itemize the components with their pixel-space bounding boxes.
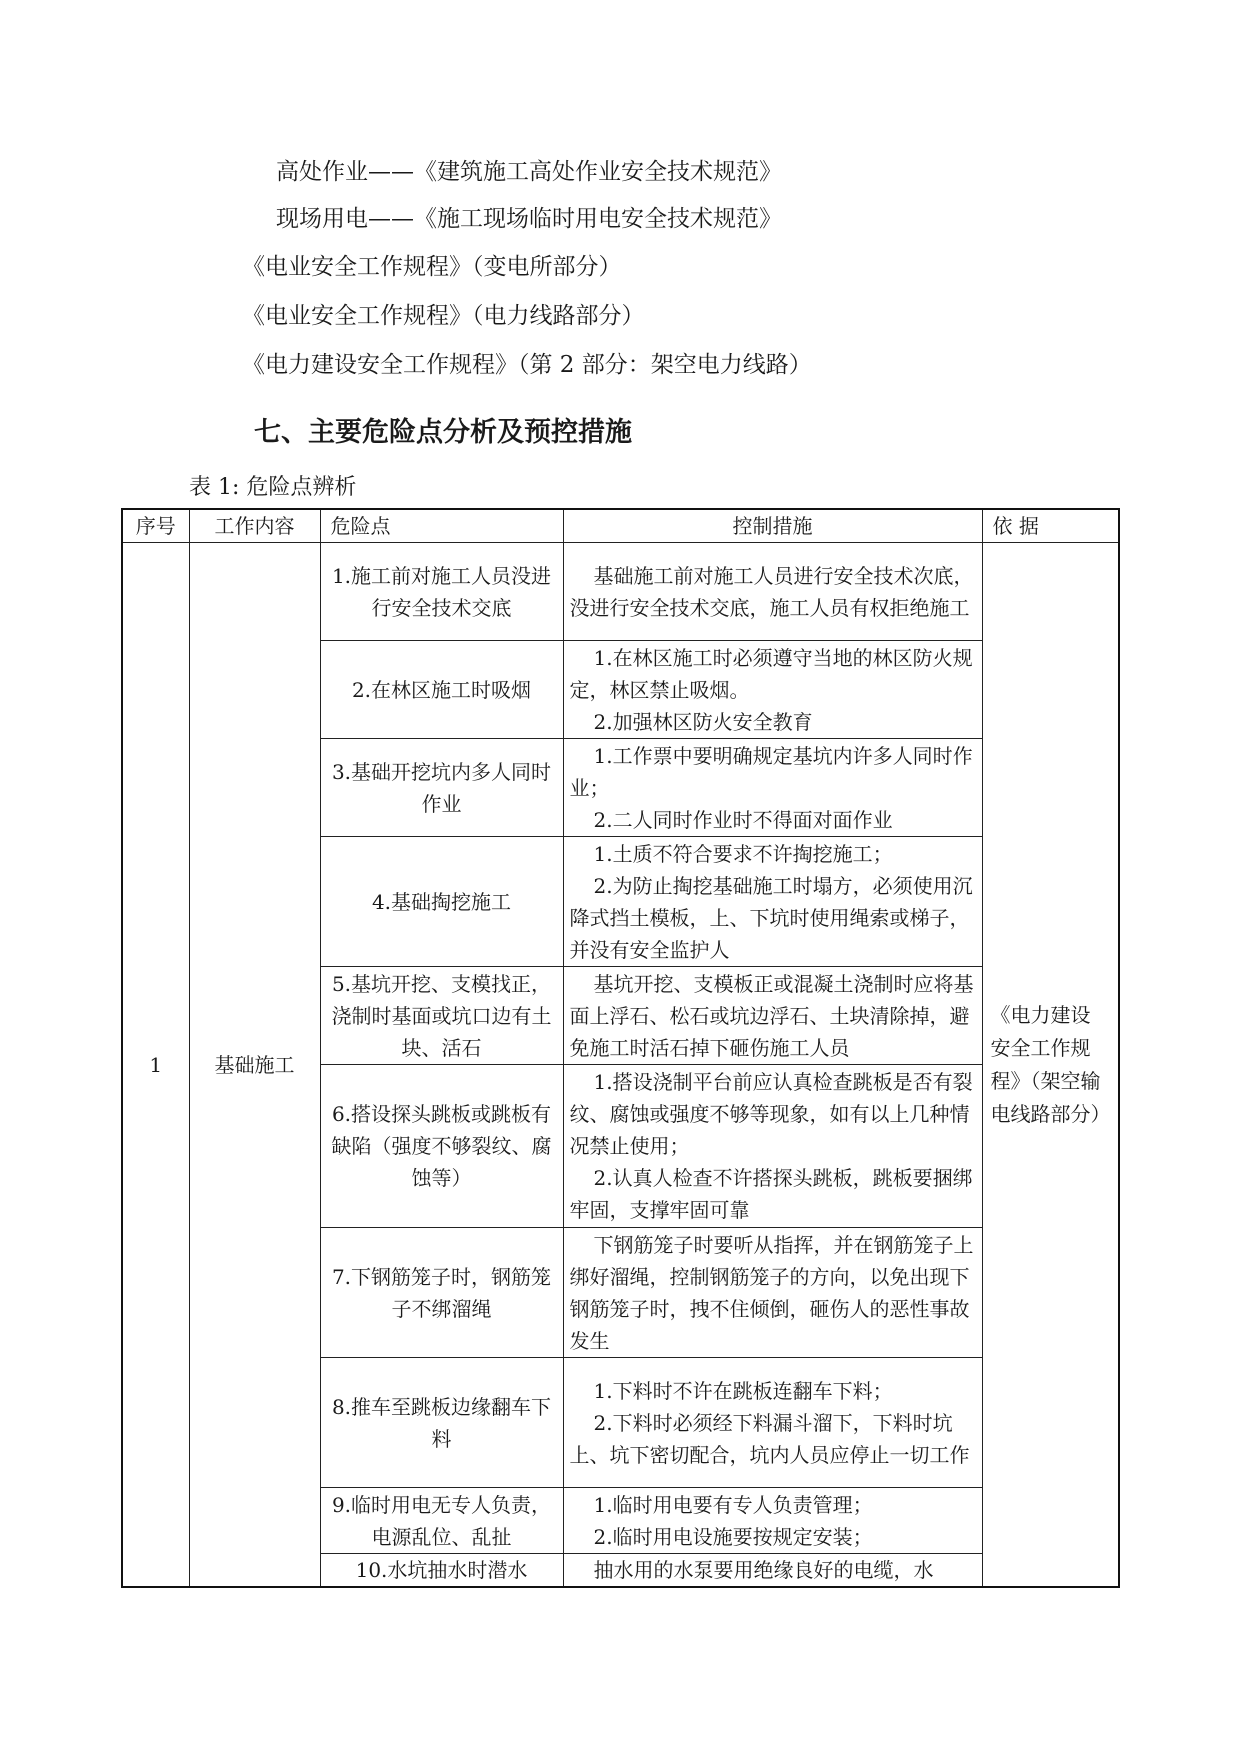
cell-risk (320, 543, 563, 641)
measure-line: 抽水用的水泵要用绝缘良好的电缆，水 (593, 1558, 934, 1582)
measure-line: 2.下料时必须经下料漏斗溜下，下料时坑上、坑下密切配合，坑内人员应停止一切工作 (569, 1410, 970, 1467)
cell-measures (563, 739, 982, 837)
table-caption: 表 1: 危险点辨析 (189, 475, 357, 500)
risk-text: 1.施工前对施工人员没进行安全技术交底 (331, 563, 552, 620)
measure-line: 1.临时用电要有专人负责管理； (593, 1492, 873, 1517)
cell-basis: 《电力建设安全工作规程》（架空输电线路部分） (982, 543, 1119, 1588)
intro-line-5: 《电力建设安全工作规程》（第 2 部分：架空电力线路） (242, 352, 812, 378)
measure-line: 1.土质不符合要求不许掏挖施工； (593, 841, 893, 866)
risk-text: 4.基础掏挖施工 (371, 889, 512, 914)
measure-line: 2.加强林区防火安全教育 (593, 709, 813, 734)
table-row (122, 543, 1119, 641)
measure-line: 1.下料时不许在跳板连翻车下料； (593, 1378, 893, 1403)
cell-measures (563, 1358, 982, 1488)
cell-work: 基础施工 (189, 543, 320, 1588)
cell-measures (563, 543, 982, 641)
cell-measures (563, 641, 982, 739)
measure-line: 2.为防止掏挖基础施工时塌方，必须使用沉降式挡土模板，上、下坑时使用绳索或梯子，并没有安全监护人 (569, 873, 973, 962)
cell-risk (320, 1228, 563, 1358)
measure-line: 基础施工前对施工人员进行安全技术次底，没进行安全技术交底，施工人员有权拒绝施工 (569, 563, 974, 620)
header-work: 工作内容 (189, 509, 320, 543)
cell-risk (320, 967, 563, 1065)
header-measures: 控制措施 (563, 509, 982, 543)
cell-measures (563, 1554, 982, 1588)
measure-line: 下钢筋笼子时要听从指挥，并在钢筋笼子上绑好溜绳，控制钢筋笼子的方向，以免出现下钢筋笼子时，拽不住倾倒，砸伤人的恶性事故发生 (569, 1232, 974, 1353)
risk-text: 2.在林区施工时吸烟 (351, 677, 532, 702)
cell-measures (563, 837, 982, 967)
cell-measures (563, 1228, 982, 1358)
cell-risk (320, 1488, 563, 1554)
cell-risk (320, 837, 563, 967)
cell-measures (563, 1065, 982, 1228)
intro-line-1: 高处作业——《建筑施工高处作业安全技术规范》 (276, 159, 782, 185)
cell-seq: 1 (122, 543, 189, 1588)
header-basis: 依 据 (982, 509, 1119, 543)
risk-text: 7.下钢筋笼子时，钢筋笼子不绑溜绳 (331, 1264, 552, 1321)
intro-line-4: 《电业安全工作规程》（电力线路部分） (242, 303, 645, 329)
table-header-row (122, 509, 1119, 543)
measure-line: 1.在林区施工时必须遵守当地的林区防火规定，林区禁止吸烟。 (569, 645, 973, 702)
cell-risk (320, 1358, 563, 1488)
risk-text: 9.临时用电无专人负责，电源乱位、乱扯 (331, 1492, 552, 1549)
cell-risk (320, 739, 563, 837)
cell-risk (320, 1554, 563, 1588)
risk-analysis-table (121, 508, 1120, 1588)
cell-risk (320, 1065, 563, 1228)
measure-line: 1.工作票中要明确规定基坑内许多人同时作业； (569, 743, 973, 800)
measure-line: 基坑开挖、支模板正或混凝土浇制时应将基面上浮石、松石或坑边浮石、土块清除掉，避免施工时活石掉下砸伤施工人员 (569, 971, 974, 1060)
measure-line: 2.二人同时作业时不得面对面作业 (593, 807, 893, 832)
measure-line: 2.临时用电设施要按规定安装； (593, 1524, 873, 1549)
risk-text: 8.推车至跳板边缘翻车下料 (331, 1394, 552, 1451)
cell-risk (320, 641, 563, 739)
measure-line: 1.搭设浇制平台前应认真检查跳板是否有裂纹、腐蚀或强度不够等现象，如有以上几种情况禁止使用； (569, 1070, 973, 1158)
header-risk: 危险点 (320, 509, 563, 543)
section-heading: 七、主要危险点分析及预控措施 (254, 417, 632, 448)
risk-text: 5.基坑开挖、支模找正，浇制时基面或坑口边有土块、活石 (331, 971, 552, 1060)
cell-measures (563, 1488, 982, 1554)
intro-line-3: 《电业安全工作规程》（变电所部分） (242, 254, 622, 280)
header-seq: 序号 (122, 509, 189, 543)
intro-line-2: 现场用电——《施工现场临时用电安全技术规范》 (276, 206, 782, 232)
risk-text: 10.水坑抽水时潜水 (355, 1558, 528, 1582)
cell-measures (563, 967, 982, 1065)
risk-text: 6.搭设探头跳板或跳板有缺陷（强度不够裂纹、腐蚀等） (331, 1102, 552, 1190)
measure-line: 2.认真人检查不许搭探头跳板，跳板要捆绑牢固，支撑牢固可靠 (569, 1166, 973, 1222)
risk-text: 3.基础开挖坑内多人同时作业 (331, 759, 552, 816)
